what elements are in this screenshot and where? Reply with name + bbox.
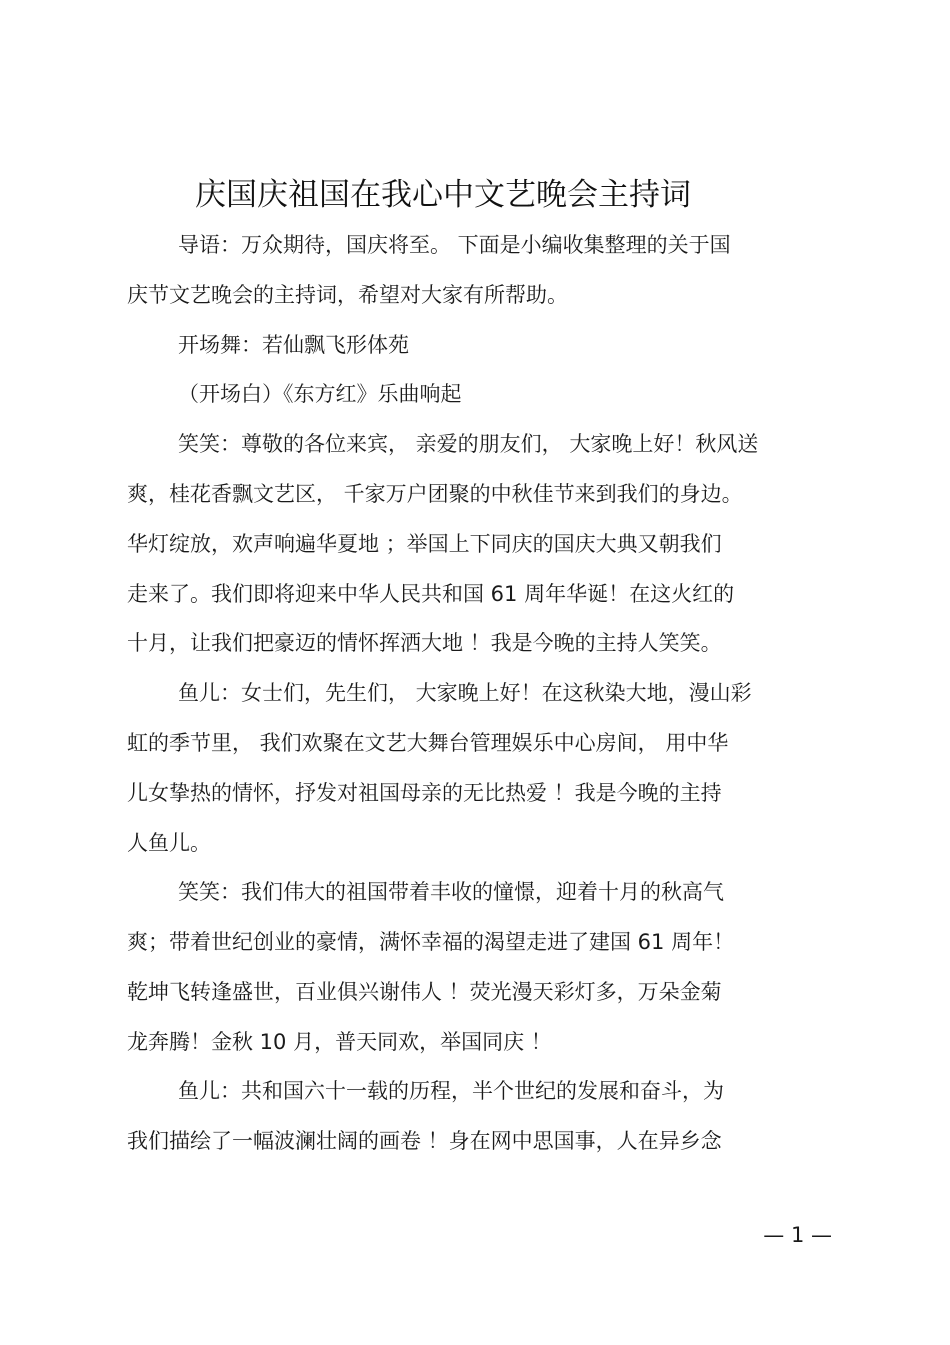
paragraph-line: 笑笑：尊敬的各位来宾， 亲爱的朋友们， 大家晚上好！秋风送 (178, 432, 759, 456)
paragraph-line: （开场白）《东方红》乐曲响起 (178, 382, 462, 406)
document-title: 庆国庆祖国在我心中文艺晚会主持词 (195, 177, 691, 213)
paragraph-line: 华灯绽放，欢声响遍华夏地 ；举国上下同庆的国庆大典又朝我们 (127, 532, 722, 556)
paragraph-line: 虹的季节里， 我们欢聚在文艺大舞台管理娱乐中心房间， 用中华 (127, 731, 729, 755)
paragraph-line: 走来了。我们即将迎来中华人民共和国 61 周年华诞！在这火红的 (127, 582, 735, 606)
paragraph-line: 儿女挚热的情怀，抒发对祖国母亲的无比热爱 ！我是今晚的主持 (127, 781, 722, 805)
paragraph-line: 导语：万众期待，国庆将至。 下面是小编收集整理的关于国 (178, 233, 731, 257)
paragraph-line: 爽，桂花香飘文艺区， 千家万户团聚的中秋佳节来到我们的身边。 (127, 482, 743, 506)
page-number: — 1 — (763, 1223, 832, 1247)
paragraph-line: 笑笑：我们伟大的祖国带着丰收的憧憬，迎着十月的秋高气 (178, 880, 724, 904)
paragraph-line: 庆节文艺晚会的主持词，希望对大家有所帮助。 (127, 283, 568, 307)
paragraph-line: 十月，让我们把豪迈的情怀挥洒大地 ！我是今晚的主持人笑笑。 (127, 631, 722, 655)
paragraph-line: 人鱼儿。 (127, 831, 211, 855)
paragraph-line: 乾坤飞转逢盛世，百业俱兴谢伟人 ！荧光漫天彩灯多，万朵金菊 (127, 980, 722, 1004)
paragraph-line: 我们描绘了一幅波澜壮阔的画卷 ！身在网中思国事，人在异乡念 (127, 1129, 722, 1153)
paragraph-line: 开场舞：若仙飘飞形体苑 (178, 333, 409, 357)
paragraph-line: 鱼儿：女士们，先生们， 大家晚上好！在这秋染大地，漫山彩 (178, 681, 752, 705)
paragraph-line: 龙奔腾！金秋 10 月，普天同欢，举国同庆 ！ (127, 1030, 552, 1054)
paragraph-line: 爽；带着世纪创业的豪情，满怀幸福的渴望走进了建国 61 周年！ (127, 930, 735, 954)
paragraph-line: 鱼儿：共和国六十一载的历程，半个世纪的发展和奋斗，为 (178, 1079, 724, 1103)
